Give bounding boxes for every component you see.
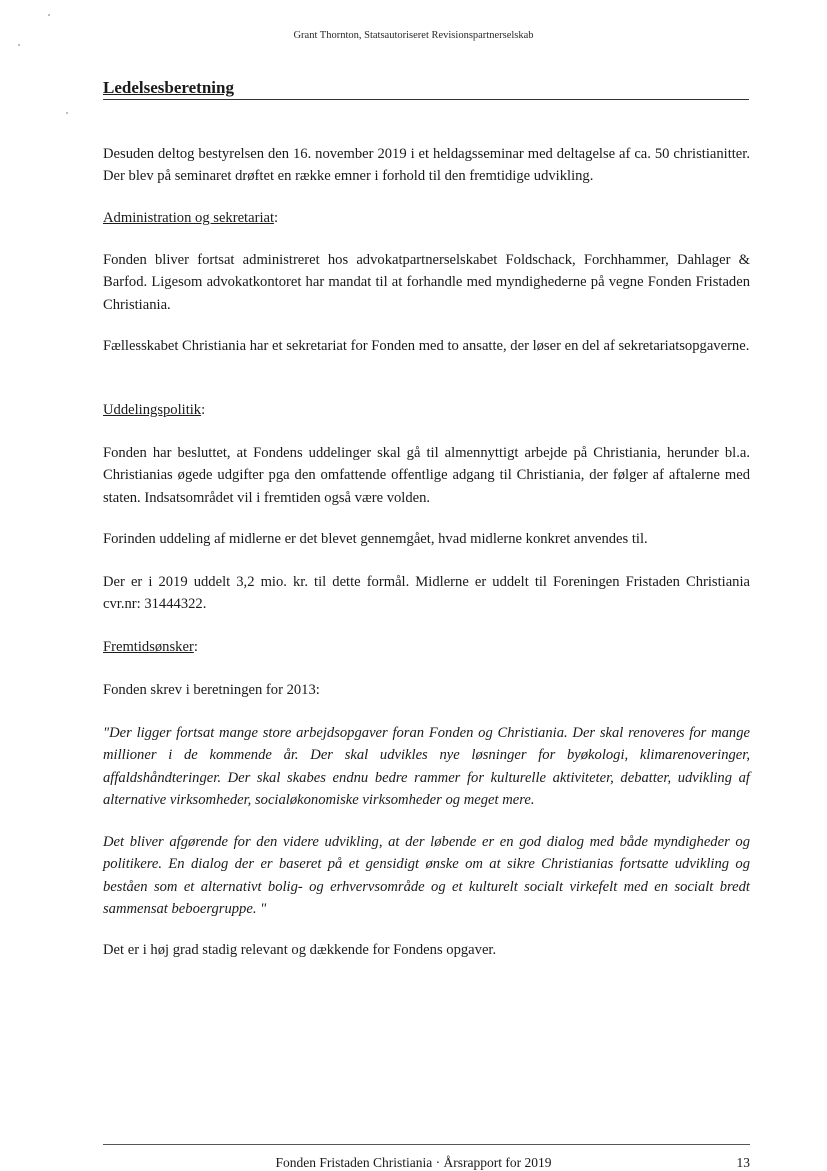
paragraph-secretariat: Fællesskabet Christiania har et sekretariat for Fonden med to ansatte, der løser en del af sekretariatsopgaverne. <box>103 338 750 354</box>
page-title: Ledelsesberetning <box>103 78 234 97</box>
heading-policy: Uddelingspolitik: <box>103 402 206 418</box>
quote-paragraph-1: "Der ligger fortsat mange store arbejdsopgaver foran Fonden og Christiania. Der skal renoveres for mange millioner i de kommende år. Der skal udvikles nye løsninger for byøkologi, klimarenoveringer, affaldshåndteringer. Der skal skabes endnu bedre rammer for kulturelle aktiviteter, debatter, udvikling af alternative virksomheder, socialøkonomiske virksomheder og meget mere. <box>103 725 750 808</box>
heading-future: Fremtidsønsker: <box>103 639 198 655</box>
title-rule <box>103 77 749 100</box>
paragraph-quote-intro: Fonden skrev i beretningen for 2013: <box>103 682 320 698</box>
page-number: 13 <box>736 1155 750 1170</box>
scan-speck <box>18 44 20 46</box>
heading-policy-label: Uddelingspolitik <box>103 402 202 418</box>
heading-future-label: Fremtidsønsker <box>103 639 194 655</box>
scan-speck <box>48 14 50 16</box>
footer-rule <box>103 1144 750 1145</box>
heading-administration: Administration og sekretariat: <box>103 210 279 226</box>
scan-speck <box>66 112 68 114</box>
paragraph-conclusion: Det er i høj grad stadig relevant og dækkende for Fondens opgaver. <box>103 942 497 958</box>
footer-text: Fonden Fristaden Christiania · Årsrapport for 2019 <box>275 1155 552 1170</box>
paragraph-policy: Fonden har besluttet, at Fondens uddelinger skal gå til almennyttigt arbejde på Christiania, herunder bl.a. Christianias øgede udgifter pga den omfattende offentlige adgang til Christiania, der følger af aftalerne med staten. Indsatsområdet vil i fremtiden også være volden. <box>103 445 750 506</box>
heading-administration-label: Administration og sekretariat <box>103 210 275 226</box>
paragraph-grant: Der er i 2019 uddelt 3,2 mio. kr. til dette formål. Midlerne er uddelt til Foreningen Fristaden Christiania cvr.nr: 31444322. <box>103 574 750 613</box>
paragraph-review: Forinden uddeling af midlerne er det blevet gennemgået, hvad midlerne konkret anvendes til. <box>103 531 648 547</box>
quote-paragraph-2: Det bliver afgørende for den videre udvikling, at der løbende er en god dialog med både myndigheder og politikere. En dialog der er baseret på et gensidigt ønske om at sikre Christianias fortsatte udvikling og beståen som et alternativt bolig- og erhvervsområde og et kulturelt socialt virkefelt med en socialt bredt sammensat beboergruppe. " <box>103 834 750 917</box>
paragraph-administration: Fonden bliver fortsat administreret hos advokatpartnerselskabet Foldschack, Forchhammer, Dahlager & Barfod. Ligesom advokatkontoret har mandat til at forhandle med myndighederne på vegne Fonden Fristaden Christiania. <box>103 252 750 313</box>
paragraph-seminar: Desuden deltog bestyrelsen den 16. november 2019 i et heldagsseminar med deltagelse af ca. 50 christianitter. Der blev på seminaret drøftet en række emner i forhold til den fremtidige udvikling. <box>103 146 750 185</box>
header-organization: Grant Thornton, Statsautoriseret Revisionspartnerselskab <box>293 30 534 41</box>
